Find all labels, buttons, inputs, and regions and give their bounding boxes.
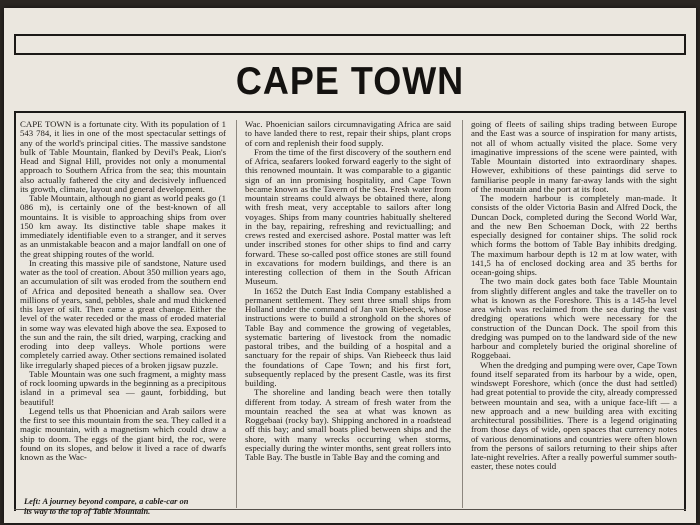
paragraph: going of fleets of sailing ships trading between Europe and the East was a source of inspiration for many artists, not all of whom actually visited the place. Some very imaginative impressions of the scene were painted, with Table Mountain distorted into extraordinary shapes. However, exhibitions of these paintings did serve to familiarise people in many far-away lands with the sight of the mountain and the port at its foot. xyxy=(471,120,677,194)
paragraph: CAPE TOWN is a fortunate city. With its population of 1 543 784, it lies in one of the most spectacular settings of any of the world's principal cities. The massive sandstone bulk of Table Mountain, flanked by Devil's Peak, Lion's Head and Signal Hill, provides not only a monumental approach to Southern Africa from the sea; this mountain also actually fathered the city and decisively influenced its growth, climate, layout and general development. xyxy=(20,120,226,194)
paragraph: Wac. Phoenician sailors circumnavigating Africa are said to have landed there to rest, repair their ships, plant crops of corn and replenish their food supply. xyxy=(245,120,451,148)
paragraph: From the time of the first discovery of the southern end of Africa, seafarers looked forward eagerly to the sight of this renowned mountain. It was comparable to a gigantic sign of an inn promising hospitality, and Cape Town became known as the Tavern of the Sea. Fresh water from mountain streams could always be obtained there, along with fresh meat, very acceptable to sailors after long voyages. Ships from many countries habitually sheltered in the bay, repairing, refreshing and revictualling; and crews rested and exercised ashore. Postal matter was left under inscribed stones for other ships to find and carry forward. These so-called post office stones are still found in excavations for modern buildings, and there is an interesting collection of them in the South African Museum. xyxy=(245,146,451,287)
paragraph: Legend tells us that Phoenician and Arab sailors were the first to see this mountain from the sea. They called it a magic mountain, with a magnetism which could draw a ship to doom. The eggs of the giant bird, the roc, were found on its slopes, and below it lived a race of dwarfs known as the Wac- xyxy=(20,405,226,462)
text-column-1 xyxy=(20,120,226,506)
paragraph: The modern harbour is completely man-made. It consists of the older Victoria Basin and Alfred Dock, the Duncan Dock, completed during the Second World War, and the new Ben Schoeman Dock, with 22 berths especially designed for container ships. The solid rock which forms the bottom of Table Bay inhibits dredging. The maximum harbour depth is 12 m at low water, with 141,5 ha of enclosed docking area and 35 berths for ocean-going ships. xyxy=(471,193,677,277)
page-title: CAPE TOWN xyxy=(235,58,465,103)
paragraph: In 1652 the Dutch East India Company established a permanent settlement. They sent three small ships from Holland under the command of Jan van Riebeeck, whose instructions were to build a stronghold on the shores of Table Bay and commence the growing of vegetables, systematic bartering of livestock from the nomadic pastoral tribes, and the building of a hospital and a sanctuary for the repair of ships. Van Riebeeck thus laid the foundations of Cape Town; and his first fort, subsequently replaced by the present Castle, was its first building. xyxy=(245,285,451,388)
paragraph: The shoreline and landing beach were then totally different from today. A stream of fresh water from the mountain reached the sea at what was known as Roggebaai (rocky bay). Shipping anchored in a roadstead off this bay; and small boats plied between ships and the shore, with many wrecks occurring when storms, especially during the winter months, sent great rollers into Table Bay. The bustle in Table Bay and the coming and xyxy=(245,387,451,462)
column-separator-1 xyxy=(236,120,237,508)
caption-lead: Left: xyxy=(24,497,41,506)
text-column-3 xyxy=(471,120,677,506)
paragraph: Table Mountain was one such fragment, a mighty mass of rock looming upwards in the beginning as a precipitous island in a primeval sea — gaunt, forbidding, but beautiful! xyxy=(20,368,226,407)
right-box-line xyxy=(684,111,686,511)
top-rule xyxy=(14,34,686,36)
title-bottom-rule xyxy=(14,111,686,113)
caption-line-2: its way to the top of Table Mountain. xyxy=(24,506,151,516)
paragraph: In creating this massive pile of sandstone, Nature used water as the tool of creation. About 350 million years ago, an accumulation of silt was eroded from the southern end of Africa and deposited beneath a shallow sea. Over millions of years, sand, pebbles, shale and mud thickened this layer of silt. Then came a great change. Either the level of the water receded or the mass of eroded material in some way was elevated high above the sea. Exposed to the sun and the rain, the silt dried, warping, cracking and eroding into deep valleys. Whole portions were completely carried away. Other sections remained isolated like irregularly shaped pieces of a broken jigsaw puzzle. xyxy=(20,257,226,370)
paragraph: Table Mountain, although no giant as world peaks go (1 086 m), is certainly one of the best-known of all mountains. It is visible to approaching ships from over 150 km away. Its distinctive table shape makes it immediately identifiable even to a stranger, and it serves as an unmistakable beacon and a major landfall on one of the great shipping routes of the world. xyxy=(20,193,226,259)
text-column-2 xyxy=(245,120,451,506)
paragraph: The two main dock gates both face Table Mountain from slightly different angles and take the traveller on to what is known as the Foreshore. This is a 145-ha level area which was reclaimed from the sea during the vast dredging operations which were necessary for the construction of the Duncan Dock. The spoil from this dredging was pumped on to the landward side of the new harbour and completely buried the original shoreline of Roggebaai. xyxy=(471,276,677,361)
right-frame-line xyxy=(684,34,686,54)
left-frame-line xyxy=(14,34,16,54)
paragraph: When the dredging and pumping were over, Cape Town found itself separated from its harbour by a wide, open, windswept Foreshore, which (once the dust had settled) had great potential to provide the city, already compressed between mountain and sea, with a unique face-lift — a new approach and a new building area with exciting architectural possibilities. There is a legend originating from those days of wide, open spaces that currency notes of various denominations and countries were often blown from the persons of sailors returning to their ships after late-night revelries. After a really powerful summer south-easter, these notes could xyxy=(471,359,677,472)
caption-line-1: A journey beyond compare, a cable-car on xyxy=(40,497,189,506)
left-box-line xyxy=(14,111,16,511)
title-top-rule xyxy=(14,53,686,55)
photo-caption xyxy=(24,497,324,516)
book-page xyxy=(4,8,696,523)
column-separator-2 xyxy=(462,120,463,508)
